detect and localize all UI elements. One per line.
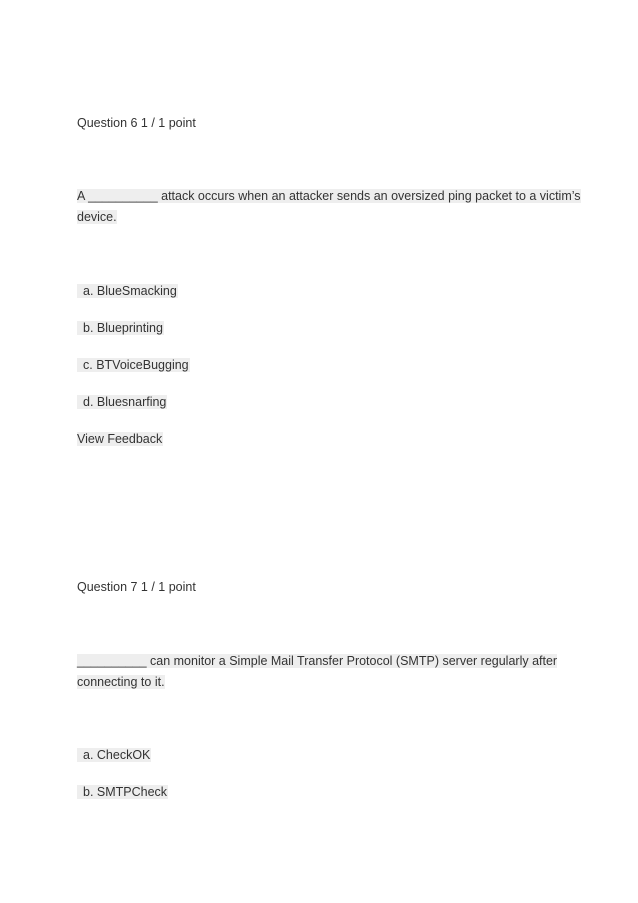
- question-7-option-a[interactable]: a. CheckOK: [77, 747, 151, 763]
- question-7-stem-line-1: [77, 653, 557, 669]
- question-6-stem-line-2: device.: [77, 210, 117, 224]
- question-6-header: Question 6 1 / 1 point: [77, 116, 196, 130]
- question-7-blank: __________: [77, 654, 147, 668]
- question-6-option-a[interactable]: a. BlueSmacking: [77, 283, 178, 299]
- question-7-option-b[interactable]: b. SMTPCheck: [77, 784, 168, 800]
- question-6-option-d[interactable]: d. Bluesnarfing: [77, 394, 167, 410]
- question-7-stem-line-2: connecting to it.: [77, 675, 165, 689]
- question-6-blank: A __________: [77, 189, 158, 203]
- question-6-stem-text: attack occurs when an attacker sends an oversized ping packet to a victim’s: [157, 189, 581, 203]
- question-6-stem-line-1: [77, 188, 581, 204]
- view-feedback-link[interactable]: View Feedback: [77, 432, 163, 446]
- question-7-header: Question 7 1 / 1 point: [77, 580, 196, 594]
- question-6-option-c[interactable]: c. BTVoiceBugging: [77, 357, 190, 373]
- question-7-stem-text: can monitor a Simple Mail Transfer Protocol (SMTP) server regularly after: [146, 654, 558, 668]
- question-6-option-b[interactable]: b. Blueprinting: [77, 320, 164, 336]
